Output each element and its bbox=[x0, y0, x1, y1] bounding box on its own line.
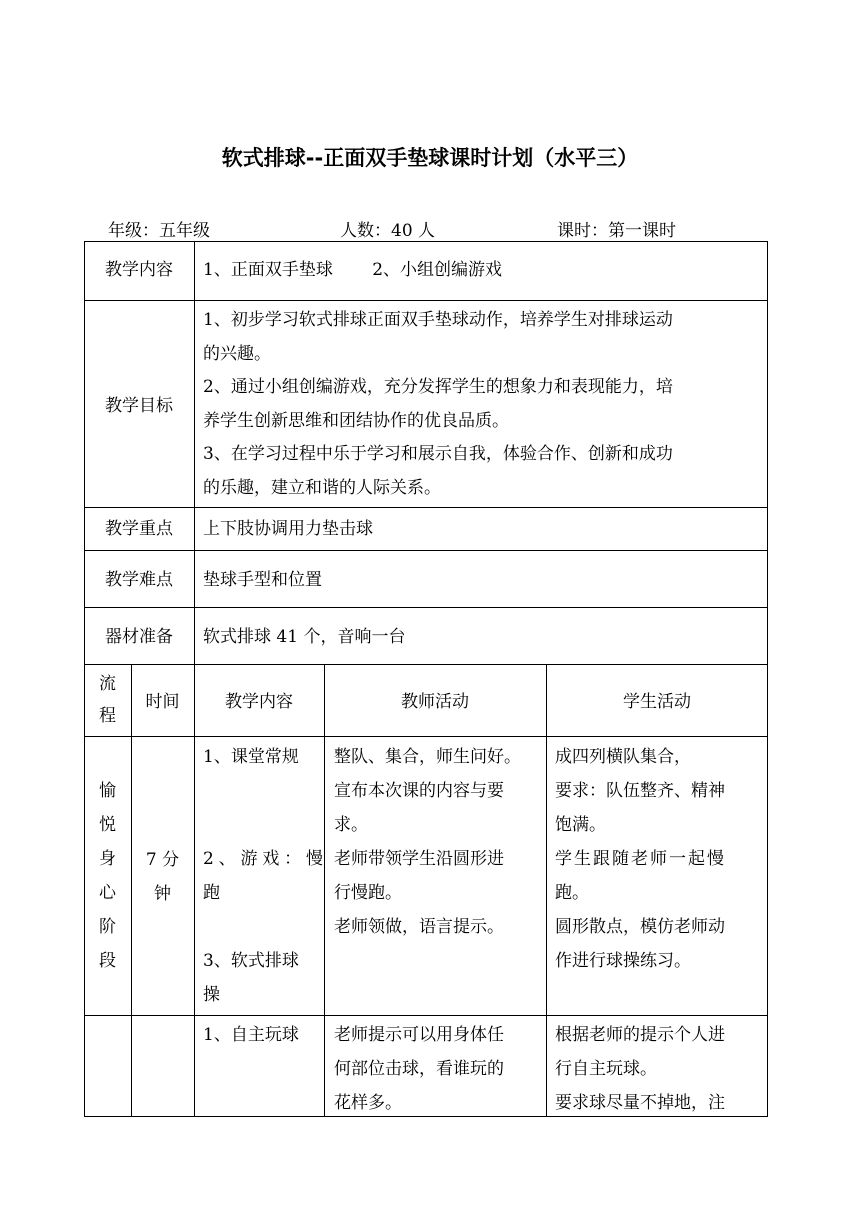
stage1-process-char: 心 bbox=[99, 883, 116, 903]
stage1-teacher bbox=[334, 740, 544, 944]
stage1-student-line: 圆形散点，模仿老师动 bbox=[555, 917, 725, 937]
equipment-text: 软式排球 41 个，音响一台 bbox=[203, 627, 406, 647]
stage1-student-line: 饱满。 bbox=[555, 815, 606, 835]
equipment-label: 器材准备 bbox=[105, 627, 173, 647]
process-header-top: 流 bbox=[99, 674, 116, 694]
student-activity-header: 学生活动 bbox=[623, 692, 691, 712]
goal-line: 的乐趣，建立和谐的人际关系。 bbox=[203, 477, 441, 498]
key-point-label: 教学重点 bbox=[105, 519, 173, 539]
goal-line: 1、初步学习软式排球正面双手垫球动作，培养学生对排球运动 bbox=[203, 310, 673, 330]
stage1-content-line bbox=[203, 774, 323, 808]
process-header bbox=[84, 668, 131, 732]
stage1-student bbox=[555, 740, 763, 978]
stage2-student-line: 行自主玩球。 bbox=[555, 1059, 657, 1079]
stage1-content-line: 2、游戏：慢 bbox=[203, 849, 323, 869]
goal-line: 2、通过小组创编游戏，充分发挥学生的想象力和表现能力，培 bbox=[203, 377, 673, 397]
stage2-teacher-line: 老师提示可以用身体任 bbox=[334, 1025, 504, 1045]
stage2-content bbox=[203, 1018, 323, 1052]
stage1-process bbox=[84, 774, 131, 978]
stage1-content-line bbox=[203, 808, 323, 842]
stage2-teacher-line: 何部位击球，看谁玩的 bbox=[334, 1059, 504, 1079]
stage1-process-char: 身 bbox=[99, 849, 116, 869]
goal-line: 养学生创新思维和团结协作的优良品质。 bbox=[203, 410, 509, 431]
content-label: 教学内容 bbox=[105, 260, 173, 280]
process-header-bottom: 程 bbox=[99, 706, 116, 726]
stage1-student-line: 作进行球操练习。 bbox=[555, 951, 691, 971]
time-header: 时间 bbox=[145, 692, 180, 712]
stage2-content-line: 1、自主玩球 bbox=[203, 1025, 299, 1045]
teacher-activity-header: 教师活动 bbox=[401, 692, 469, 712]
difficulty-text: 垫球手型和位置 bbox=[203, 570, 322, 590]
stage2-student bbox=[555, 1018, 763, 1120]
content-text: 1、正面双手垫球 2、小组创编游戏 bbox=[203, 260, 503, 280]
stage1-content-line bbox=[203, 910, 323, 944]
period-label: 课时：第一课时 bbox=[557, 221, 676, 241]
page-title: 软式排球--正面双手垫球课时计划（水平三） bbox=[221, 146, 639, 170]
goal-label: 教学目标 bbox=[105, 396, 173, 416]
stage1-content bbox=[203, 740, 323, 1012]
stage1-time-line: 钟 bbox=[154, 884, 171, 904]
key-point-text: 上下肢协调用力垫击球 bbox=[203, 519, 373, 539]
stage1-teacher-line: 老师领做，语言提示。 bbox=[334, 917, 504, 937]
stage2-teacher bbox=[334, 1018, 544, 1120]
stage1-teacher-line: 宣布本次课的内容与要 bbox=[334, 781, 504, 801]
goal-line: 的兴趣。 bbox=[203, 343, 271, 364]
content-header: 教学内容 bbox=[225, 692, 293, 712]
stage2-student-line: 根据老师的提示个人进 bbox=[555, 1025, 725, 1045]
stage2-student-line: 要求球尽量不掉地，注 bbox=[555, 1093, 725, 1113]
stage1-process-char: 段 bbox=[99, 951, 116, 971]
stage1-student-line: 学生跟随老师一起慢 bbox=[555, 849, 726, 869]
stage1-time-line: 7 分 bbox=[145, 850, 180, 870]
stage1-student-line: 要求：队伍整齐、精神 bbox=[555, 781, 725, 801]
stage1-content-line: 操 bbox=[203, 985, 220, 1005]
stage1-time bbox=[131, 843, 194, 911]
stage1-content-line: 3、软式排球 bbox=[203, 951, 299, 971]
stage1-process-char: 阶 bbox=[99, 917, 116, 937]
stage1-teacher-line: 整队、集合，师生问好。 bbox=[334, 747, 521, 767]
stage1-teacher-line: 求。 bbox=[334, 815, 368, 835]
stage1-student-line: 成四列横队集合， bbox=[555, 747, 691, 767]
stage1-process-char: 愉 bbox=[99, 781, 116, 801]
stage2-teacher-line: 花样多。 bbox=[334, 1093, 402, 1113]
goal-text bbox=[203, 304, 765, 505]
stage1-content-line: 1、课堂常规 bbox=[203, 747, 299, 767]
stage1-teacher-line: 老师带领学生沿圆形进 bbox=[334, 849, 504, 869]
lesson-plan-table bbox=[84, 241, 768, 1117]
goal-line: 3、在学习过程中乐于学习和展示自我，体验合作、创新和成功 bbox=[203, 444, 673, 464]
difficulty-label: 教学难点 bbox=[105, 570, 173, 590]
stage1-student-line: 跑。 bbox=[555, 883, 589, 903]
stage1-teacher-line: 行慢跑。 bbox=[334, 883, 402, 903]
student-count-label: 人数：40 人 bbox=[340, 221, 436, 241]
stage1-content-line: 跑 bbox=[203, 883, 220, 903]
stage1-process-char: 悦 bbox=[99, 815, 116, 835]
grade-label: 年级：五年级 bbox=[108, 221, 210, 241]
